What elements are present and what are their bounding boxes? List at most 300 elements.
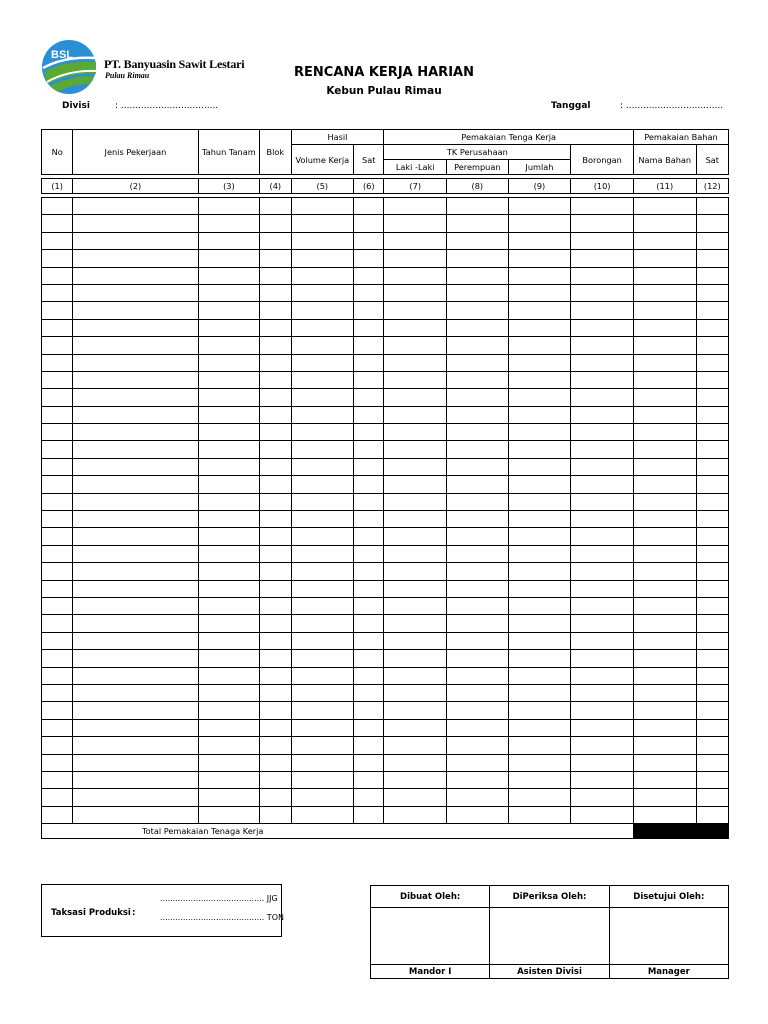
table-cell[interactable] bbox=[633, 354, 696, 371]
table-cell[interactable] bbox=[571, 771, 634, 788]
table-cell[interactable] bbox=[447, 702, 509, 719]
signature-space-mandor[interactable] bbox=[371, 908, 490, 965]
table-cell[interactable] bbox=[696, 458, 728, 475]
table-cell[interactable] bbox=[291, 650, 354, 667]
table-cell[interactable] bbox=[384, 319, 447, 336]
table-cell[interactable] bbox=[291, 719, 354, 736]
table-cell[interactable] bbox=[73, 406, 198, 423]
table-cell[interactable] bbox=[198, 702, 260, 719]
signature-space-asisten[interactable] bbox=[490, 908, 609, 965]
table-cell[interactable] bbox=[260, 667, 291, 684]
table-cell[interactable] bbox=[42, 650, 73, 667]
table-cell[interactable] bbox=[42, 337, 73, 354]
table-cell[interactable] bbox=[354, 267, 384, 284]
table-cell[interactable] bbox=[696, 632, 728, 649]
table-cell[interactable] bbox=[42, 737, 73, 754]
table-cell[interactable] bbox=[198, 806, 260, 823]
table-cell[interactable] bbox=[571, 684, 634, 701]
table-cell[interactable] bbox=[384, 441, 447, 458]
table-cell[interactable] bbox=[354, 354, 384, 371]
table-cell[interactable] bbox=[696, 371, 728, 388]
table-cell[interactable] bbox=[354, 719, 384, 736]
table-cell[interactable] bbox=[260, 754, 291, 771]
table-cell[interactable] bbox=[260, 389, 291, 406]
table-cell[interactable] bbox=[42, 754, 73, 771]
table-cell[interactable] bbox=[291, 684, 354, 701]
table-cell[interactable] bbox=[508, 545, 571, 562]
table-cell[interactable] bbox=[73, 737, 198, 754]
table-cell[interactable] bbox=[571, 441, 634, 458]
table-cell[interactable] bbox=[198, 563, 260, 580]
table-cell[interactable] bbox=[696, 215, 728, 232]
table-cell[interactable] bbox=[571, 737, 634, 754]
table-cell[interactable] bbox=[42, 545, 73, 562]
table-cell[interactable] bbox=[696, 702, 728, 719]
table-cell[interactable] bbox=[73, 650, 198, 667]
table-cell[interactable] bbox=[354, 458, 384, 475]
table-cell[interactable] bbox=[633, 702, 696, 719]
table-cell[interactable] bbox=[291, 250, 354, 267]
table-cell[interactable] bbox=[571, 754, 634, 771]
table-cell[interactable] bbox=[260, 319, 291, 336]
table-cell[interactable] bbox=[571, 215, 634, 232]
table-cell[interactable] bbox=[354, 511, 384, 528]
table-cell[interactable] bbox=[633, 754, 696, 771]
table-cell[interactable] bbox=[696, 319, 728, 336]
table-cell[interactable] bbox=[633, 650, 696, 667]
table-cell[interactable] bbox=[384, 198, 447, 215]
table-cell[interactable] bbox=[508, 615, 571, 632]
table-cell[interactable] bbox=[633, 771, 696, 788]
table-cell[interactable] bbox=[508, 719, 571, 736]
table-cell[interactable] bbox=[447, 737, 509, 754]
table-cell[interactable] bbox=[73, 441, 198, 458]
table-cell[interactable] bbox=[696, 563, 728, 580]
taksasi-ton-field[interactable]: ......................................... TON bbox=[160, 913, 284, 922]
table-cell[interactable] bbox=[508, 424, 571, 441]
table-cell[interactable] bbox=[73, 615, 198, 632]
table-cell[interactable] bbox=[42, 684, 73, 701]
table-cell[interactable] bbox=[633, 511, 696, 528]
table-cell[interactable] bbox=[508, 284, 571, 301]
table-cell[interactable] bbox=[42, 719, 73, 736]
table-cell[interactable] bbox=[508, 528, 571, 545]
table-cell[interactable] bbox=[291, 232, 354, 249]
table-cell[interactable] bbox=[696, 597, 728, 614]
table-cell[interactable] bbox=[198, 441, 260, 458]
table-cell[interactable] bbox=[508, 580, 571, 597]
table-cell[interactable] bbox=[198, 198, 260, 215]
table-cell[interactable] bbox=[508, 389, 571, 406]
table-cell[interactable] bbox=[447, 424, 509, 441]
table-cell[interactable] bbox=[198, 302, 260, 319]
table-cell[interactable] bbox=[571, 371, 634, 388]
table-cell[interactable] bbox=[354, 545, 384, 562]
table-cell[interactable] bbox=[696, 424, 728, 441]
table-cell[interactable] bbox=[447, 754, 509, 771]
table-cell[interactable] bbox=[384, 493, 447, 510]
table-cell[interactable] bbox=[633, 389, 696, 406]
table-cell[interactable] bbox=[73, 684, 198, 701]
table-cell[interactable] bbox=[447, 511, 509, 528]
table-cell[interactable] bbox=[354, 319, 384, 336]
table-cell[interactable] bbox=[354, 580, 384, 597]
table-cell[interactable] bbox=[508, 319, 571, 336]
table-cell[interactable] bbox=[571, 650, 634, 667]
table-cell[interactable] bbox=[447, 232, 509, 249]
table-cell[interactable] bbox=[633, 267, 696, 284]
table-cell[interactable] bbox=[447, 580, 509, 597]
table-cell[interactable] bbox=[384, 267, 447, 284]
table-cell[interactable] bbox=[696, 615, 728, 632]
table-cell[interactable] bbox=[696, 250, 728, 267]
table-cell[interactable] bbox=[508, 650, 571, 667]
table-cell[interactable] bbox=[447, 476, 509, 493]
table-cell[interactable] bbox=[73, 754, 198, 771]
divisi-field[interactable]: : .................................. bbox=[115, 101, 219, 111]
table-cell[interactable] bbox=[508, 684, 571, 701]
table-cell[interactable] bbox=[571, 354, 634, 371]
table-cell[interactable] bbox=[260, 771, 291, 788]
table-cell[interactable] bbox=[696, 789, 728, 806]
table-cell[interactable] bbox=[260, 563, 291, 580]
table-cell[interactable] bbox=[73, 632, 198, 649]
table-cell[interactable] bbox=[354, 806, 384, 823]
table-cell[interactable] bbox=[73, 198, 198, 215]
table-cell[interactable] bbox=[696, 719, 728, 736]
table-cell[interactable] bbox=[384, 371, 447, 388]
table-cell[interactable] bbox=[447, 771, 509, 788]
table-cell[interactable] bbox=[508, 215, 571, 232]
table-cell[interactable] bbox=[508, 458, 571, 475]
table-cell[interactable] bbox=[384, 545, 447, 562]
table-cell[interactable] bbox=[384, 737, 447, 754]
table-cell[interactable] bbox=[260, 650, 291, 667]
table-cell[interactable] bbox=[260, 232, 291, 249]
table-cell[interactable] bbox=[291, 754, 354, 771]
table-cell[interactable] bbox=[198, 737, 260, 754]
table-cell[interactable] bbox=[73, 580, 198, 597]
table-cell[interactable] bbox=[260, 493, 291, 510]
table-cell[interactable] bbox=[633, 250, 696, 267]
table-cell[interactable] bbox=[291, 198, 354, 215]
table-cell[interactable] bbox=[696, 580, 728, 597]
table-cell[interactable] bbox=[696, 684, 728, 701]
table-cell[interactable] bbox=[42, 406, 73, 423]
table-cell[interactable] bbox=[260, 267, 291, 284]
table-cell[interactable] bbox=[198, 789, 260, 806]
table-cell[interactable] bbox=[291, 319, 354, 336]
table-cell[interactable] bbox=[633, 563, 696, 580]
table-cell[interactable] bbox=[42, 458, 73, 475]
table-cell[interactable] bbox=[260, 789, 291, 806]
table-cell[interactable] bbox=[508, 250, 571, 267]
table-cell[interactable] bbox=[42, 371, 73, 388]
table-cell[interactable] bbox=[260, 284, 291, 301]
table-cell[interactable] bbox=[42, 632, 73, 649]
table-cell[interactable] bbox=[198, 250, 260, 267]
table-cell[interactable] bbox=[42, 232, 73, 249]
table-cell[interactable] bbox=[260, 406, 291, 423]
table-cell[interactable] bbox=[508, 754, 571, 771]
table-cell[interactable] bbox=[384, 406, 447, 423]
table-cell[interactable] bbox=[696, 354, 728, 371]
table-cell[interactable] bbox=[508, 406, 571, 423]
table-cell[interactable] bbox=[508, 267, 571, 284]
table-cell[interactable] bbox=[260, 511, 291, 528]
table-cell[interactable] bbox=[508, 771, 571, 788]
table-cell[interactable] bbox=[447, 354, 509, 371]
table-cell[interactable] bbox=[571, 789, 634, 806]
table-cell[interactable] bbox=[260, 424, 291, 441]
table-cell[interactable] bbox=[291, 441, 354, 458]
table-cell[interactable] bbox=[42, 424, 73, 441]
table-cell[interactable] bbox=[447, 198, 509, 215]
table-cell[interactable] bbox=[42, 580, 73, 597]
table-cell[interactable] bbox=[42, 563, 73, 580]
table-cell[interactable] bbox=[447, 215, 509, 232]
table-cell[interactable] bbox=[198, 615, 260, 632]
table-cell[interactable] bbox=[354, 563, 384, 580]
table-cell[interactable] bbox=[73, 389, 198, 406]
table-cell[interactable] bbox=[42, 319, 73, 336]
table-cell[interactable] bbox=[508, 493, 571, 510]
table-cell[interactable] bbox=[447, 528, 509, 545]
table-cell[interactable] bbox=[571, 563, 634, 580]
table-cell[interactable] bbox=[384, 337, 447, 354]
table-cell[interactable] bbox=[508, 737, 571, 754]
table-cell[interactable] bbox=[384, 702, 447, 719]
table-cell[interactable] bbox=[198, 267, 260, 284]
table-cell[interactable] bbox=[696, 232, 728, 249]
table-cell[interactable] bbox=[696, 406, 728, 423]
table-cell[interactable] bbox=[42, 389, 73, 406]
table-cell[interactable] bbox=[571, 424, 634, 441]
table-cell[interactable] bbox=[73, 702, 198, 719]
table-cell[interactable] bbox=[384, 667, 447, 684]
table-cell[interactable] bbox=[384, 424, 447, 441]
table-cell[interactable] bbox=[291, 789, 354, 806]
table-cell[interactable] bbox=[696, 737, 728, 754]
table-cell[interactable] bbox=[260, 684, 291, 701]
table-cell[interactable] bbox=[73, 302, 198, 319]
table-cell[interactable] bbox=[571, 406, 634, 423]
table-cell[interactable] bbox=[447, 667, 509, 684]
table-cell[interactable] bbox=[571, 198, 634, 215]
table-cell[interactable] bbox=[291, 563, 354, 580]
table-cell[interactable] bbox=[571, 806, 634, 823]
table-cell[interactable] bbox=[198, 406, 260, 423]
table-cell[interactable] bbox=[633, 441, 696, 458]
table-cell[interactable] bbox=[696, 284, 728, 301]
table-cell[interactable] bbox=[571, 458, 634, 475]
signature-space-manager[interactable] bbox=[609, 908, 728, 965]
table-cell[interactable] bbox=[198, 719, 260, 736]
table-cell[interactable] bbox=[42, 615, 73, 632]
table-cell[interactable] bbox=[508, 198, 571, 215]
table-cell[interactable] bbox=[384, 250, 447, 267]
table-cell[interactable] bbox=[571, 667, 634, 684]
table-cell[interactable] bbox=[384, 563, 447, 580]
table-cell[interactable] bbox=[633, 371, 696, 388]
table-cell[interactable] bbox=[354, 615, 384, 632]
table-cell[interactable] bbox=[384, 597, 447, 614]
table-cell[interactable] bbox=[571, 476, 634, 493]
table-cell[interactable] bbox=[42, 250, 73, 267]
table-cell[interactable] bbox=[447, 806, 509, 823]
table-cell[interactable] bbox=[633, 493, 696, 510]
table-cell[interactable] bbox=[633, 737, 696, 754]
table-cell[interactable] bbox=[42, 284, 73, 301]
table-cell[interactable] bbox=[354, 198, 384, 215]
table-cell[interactable] bbox=[354, 371, 384, 388]
table-cell[interactable] bbox=[696, 667, 728, 684]
table-cell[interactable] bbox=[633, 528, 696, 545]
table-cell[interactable] bbox=[354, 789, 384, 806]
table-cell[interactable] bbox=[508, 806, 571, 823]
table-cell[interactable] bbox=[696, 771, 728, 788]
table-cell[interactable] bbox=[73, 476, 198, 493]
table-cell[interactable] bbox=[73, 597, 198, 614]
table-cell[interactable] bbox=[198, 632, 260, 649]
table-cell[interactable] bbox=[260, 198, 291, 215]
table-cell[interactable] bbox=[633, 719, 696, 736]
table-cell[interactable] bbox=[508, 597, 571, 614]
table-cell[interactable] bbox=[291, 702, 354, 719]
table-cell[interactable] bbox=[260, 737, 291, 754]
table-cell[interactable] bbox=[42, 511, 73, 528]
table-cell[interactable] bbox=[633, 476, 696, 493]
table-cell[interactable] bbox=[42, 702, 73, 719]
table-cell[interactable] bbox=[42, 493, 73, 510]
table-cell[interactable] bbox=[42, 441, 73, 458]
table-cell[interactable] bbox=[633, 337, 696, 354]
table-cell[interactable] bbox=[633, 684, 696, 701]
table-cell[interactable] bbox=[73, 337, 198, 354]
table-cell[interactable] bbox=[260, 580, 291, 597]
table-cell[interactable] bbox=[260, 632, 291, 649]
table-cell[interactable] bbox=[633, 215, 696, 232]
table-cell[interactable] bbox=[291, 615, 354, 632]
table-cell[interactable] bbox=[447, 545, 509, 562]
table-cell[interactable] bbox=[508, 702, 571, 719]
table-cell[interactable] bbox=[447, 389, 509, 406]
table-cell[interactable] bbox=[633, 302, 696, 319]
table-cell[interactable] bbox=[291, 806, 354, 823]
table-cell[interactable] bbox=[696, 493, 728, 510]
table-cell[interactable] bbox=[696, 806, 728, 823]
table-cell[interactable] bbox=[354, 771, 384, 788]
table-cell[interactable] bbox=[508, 563, 571, 580]
table-cell[interactable] bbox=[291, 511, 354, 528]
table-cell[interactable] bbox=[198, 284, 260, 301]
table-cell[interactable] bbox=[198, 389, 260, 406]
table-cell[interactable] bbox=[198, 319, 260, 336]
table-cell[interactable] bbox=[508, 302, 571, 319]
table-cell[interactable] bbox=[571, 528, 634, 545]
table-cell[interactable] bbox=[291, 337, 354, 354]
table-cell[interactable] bbox=[42, 667, 73, 684]
table-cell[interactable] bbox=[447, 789, 509, 806]
table-cell[interactable] bbox=[696, 754, 728, 771]
table-cell[interactable] bbox=[354, 337, 384, 354]
table-cell[interactable] bbox=[42, 789, 73, 806]
table-cell[interactable] bbox=[633, 406, 696, 423]
table-cell[interactable] bbox=[42, 354, 73, 371]
table-cell[interactable] bbox=[571, 284, 634, 301]
table-cell[interactable] bbox=[260, 545, 291, 562]
table-cell[interactable] bbox=[198, 545, 260, 562]
table-cell[interactable] bbox=[260, 441, 291, 458]
table-cell[interactable] bbox=[447, 406, 509, 423]
table-cell[interactable] bbox=[384, 284, 447, 301]
table-cell[interactable] bbox=[447, 284, 509, 301]
table-cell[interactable] bbox=[384, 232, 447, 249]
table-cell[interactable] bbox=[384, 580, 447, 597]
table-cell[interactable] bbox=[42, 215, 73, 232]
table-cell[interactable] bbox=[696, 267, 728, 284]
table-cell[interactable] bbox=[384, 476, 447, 493]
table-cell[interactable] bbox=[73, 545, 198, 562]
table-cell[interactable] bbox=[384, 806, 447, 823]
table-cell[interactable] bbox=[42, 597, 73, 614]
table-cell[interactable] bbox=[571, 615, 634, 632]
table-cell[interactable] bbox=[291, 667, 354, 684]
table-cell[interactable] bbox=[633, 424, 696, 441]
table-cell[interactable] bbox=[198, 754, 260, 771]
table-cell[interactable] bbox=[696, 545, 728, 562]
table-cell[interactable] bbox=[291, 267, 354, 284]
table-cell[interactable] bbox=[447, 337, 509, 354]
table-cell[interactable] bbox=[696, 389, 728, 406]
table-cell[interactable] bbox=[633, 632, 696, 649]
table-cell[interactable] bbox=[42, 476, 73, 493]
table-cell[interactable] bbox=[571, 493, 634, 510]
table-cell[interactable] bbox=[354, 754, 384, 771]
table-cell[interactable] bbox=[73, 563, 198, 580]
table-cell[interactable] bbox=[198, 528, 260, 545]
table-cell[interactable] bbox=[696, 528, 728, 545]
table-cell[interactable] bbox=[633, 789, 696, 806]
table-cell[interactable] bbox=[384, 615, 447, 632]
table-cell[interactable] bbox=[354, 232, 384, 249]
table-cell[interactable] bbox=[73, 771, 198, 788]
table-cell[interactable] bbox=[198, 371, 260, 388]
table-cell[interactable] bbox=[354, 702, 384, 719]
table-cell[interactable] bbox=[384, 302, 447, 319]
taksasi-jjg-field[interactable]: ......................................... JJG bbox=[160, 894, 278, 903]
table-cell[interactable] bbox=[354, 424, 384, 441]
table-cell[interactable] bbox=[260, 597, 291, 614]
table-cell[interactable] bbox=[291, 476, 354, 493]
table-cell[interactable] bbox=[260, 302, 291, 319]
table-cell[interactable] bbox=[384, 511, 447, 528]
table-cell[interactable] bbox=[291, 215, 354, 232]
table-cell[interactable] bbox=[198, 354, 260, 371]
table-cell[interactable] bbox=[260, 719, 291, 736]
table-cell[interactable] bbox=[198, 337, 260, 354]
table-cell[interactable] bbox=[73, 250, 198, 267]
table-cell[interactable] bbox=[42, 771, 73, 788]
table-cell[interactable] bbox=[447, 632, 509, 649]
table-cell[interactable] bbox=[447, 615, 509, 632]
table-cell[interactable] bbox=[384, 771, 447, 788]
table-cell[interactable] bbox=[633, 319, 696, 336]
table-cell[interactable] bbox=[571, 632, 634, 649]
table-cell[interactable] bbox=[447, 563, 509, 580]
table-cell[interactable] bbox=[384, 215, 447, 232]
table-cell[interactable] bbox=[260, 458, 291, 475]
